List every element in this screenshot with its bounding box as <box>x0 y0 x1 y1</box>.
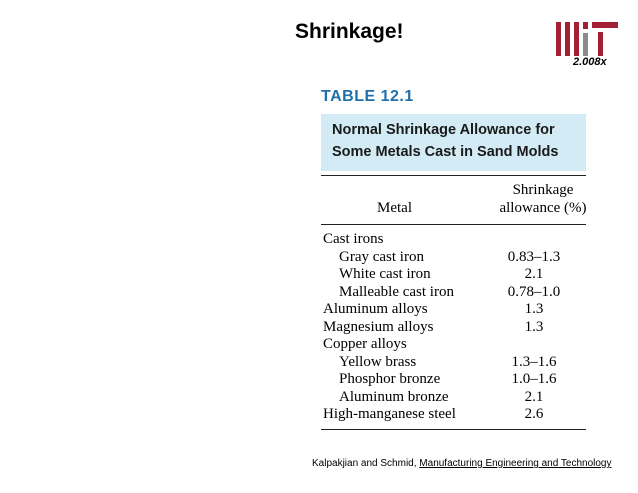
table-label: TABLE 12.1 <box>321 88 414 105</box>
allowance-value: 0.83–1.3 <box>507 248 561 265</box>
allowance-value: 1.3–1.6 <box>511 353 557 370</box>
allowance-value: 2.6 <box>524 406 544 422</box>
metal-name: Gray cast iron <box>339 248 424 265</box>
metal-name: Copper alloys <box>323 336 407 352</box>
table-row <box>321 406 586 424</box>
course-number: 2.008x <box>573 56 607 68</box>
citation-book-title: Manufacturing Engineering and Technology <box>419 458 612 469</box>
header-metal: Metal <box>377 200 412 216</box>
metal-name: Yellow brass <box>339 353 417 370</box>
allowance-value: 0.78–1.0 <box>507 283 561 300</box>
allowance-value: 2.1 <box>524 388 544 405</box>
table-row <box>321 266 586 284</box>
metal-name: Malleable cast iron <box>339 283 454 300</box>
mit-logo-icon <box>556 22 618 56</box>
metal-name: White cast iron <box>339 266 431 282</box>
header-rule <box>321 224 586 225</box>
metal-name: Magnesium alloys <box>323 318 434 335</box>
citation-authors: Kalpakjian and Schmid, <box>312 458 420 469</box>
allowance-value: 2.1 <box>524 266 544 282</box>
table-row <box>321 249 586 267</box>
header-allowance-line1: Shrinkage <box>512 182 574 198</box>
table-top-rule <box>321 175 586 176</box>
table-caption <box>321 114 586 171</box>
allowance-value: 1.3 <box>524 318 544 335</box>
caption-line-1: Normal Shrinkage Allowance for <box>332 122 555 138</box>
table-row <box>321 336 586 354</box>
table-row <box>321 231 586 249</box>
citation <box>312 458 611 469</box>
table-row <box>321 354 586 372</box>
header-allowance-line2: allowance (%) <box>499 200 587 216</box>
table-row <box>321 389 586 407</box>
slide-title: Shrinkage! <box>295 20 404 43</box>
table-row <box>321 301 586 319</box>
table-row <box>321 371 586 389</box>
caption-line-2: Some Metals Cast in Sand Molds <box>332 144 559 160</box>
table-row <box>321 284 586 302</box>
table-row <box>321 319 586 337</box>
metal-name: Cast irons <box>323 231 384 247</box>
metal-name: High-manganese steel <box>323 406 456 422</box>
allowance-value: 1.3 <box>524 301 544 317</box>
table-bottom-rule <box>321 429 586 430</box>
metal-name: Phosphor bronze <box>339 371 441 387</box>
metal-name: Aluminum alloys <box>323 301 428 317</box>
allowance-value: 1.0–1.6 <box>511 371 557 387</box>
metal-name: Aluminum bronze <box>339 388 449 405</box>
